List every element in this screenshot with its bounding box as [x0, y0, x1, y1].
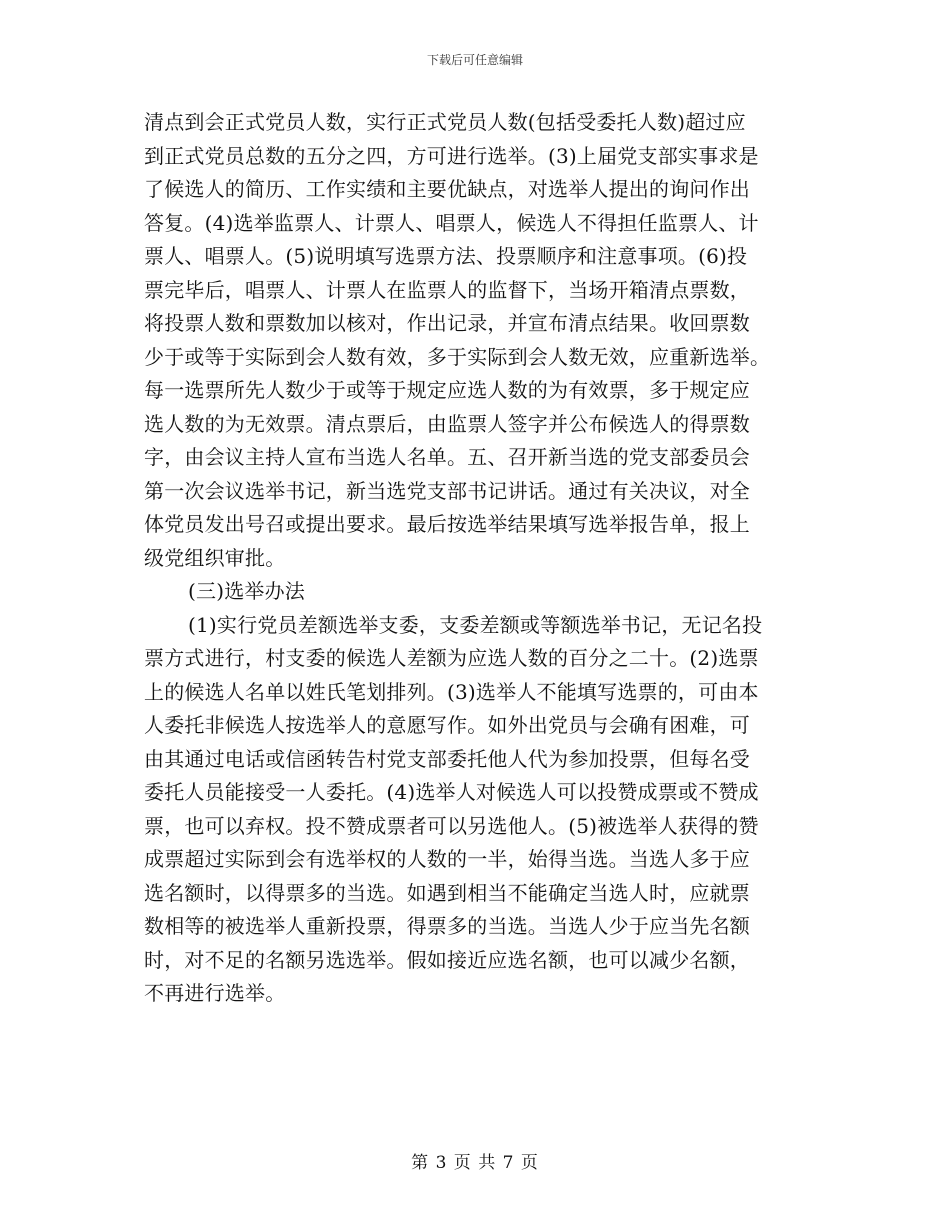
section-line: 上的候选人名单以姓氏笔划排列。(3)选举人不能填写选票的，可由本 [144, 679, 759, 704]
body-line: 少于或等于实际到会人数有效，多于实际到会人数无效，应重新选举。 [144, 344, 771, 369]
page-number: 第 3 页 共 7 页 [411, 1153, 539, 1173]
body-line: 到正式党员总数的五分之四，方可进行选举。(3)上届党支部实事求是 [144, 143, 759, 168]
section-line: 不再进行选举。 [144, 981, 286, 1005]
body-line: 清点到会正式党员人数，实行正式党员人数(包括受委托人数)超过应 [144, 110, 746, 134]
section-line: (1)实行党员差额选举支委，支委差额或等额选举书记，无记名投 [188, 612, 763, 637]
body-line: 将投票人数和票数加以核对，作出记录，并宣布清点结果。收回票数 [144, 311, 750, 335]
body-line: 第一次会议选举书记，新当选党支部书记讲话。通过有关决议，对全 [144, 478, 750, 503]
body-line: 级党组织审批。 [144, 545, 286, 570]
section-heading: (三)选举办法 [188, 579, 306, 603]
section-line: 选名额时，以得票多的当选。如遇到相当不能确定当选人时，应就票 [144, 880, 750, 905]
body-line: 答复。(4)选举监票人、计票人、唱票人，候选人不得担任监票人、计 [144, 210, 759, 235]
body-line: 了候选人的简历、工作实绩和主要优缺点，对选举人提出的询问作出 [144, 177, 750, 201]
section-line: 数相等的被选举人重新投票，得票多的当选。当选人少于应当先名额 [144, 914, 750, 938]
section-line: 委托人员能接受一人委托。(4)选举人对候选人可以投赞成票或不赞成 [144, 780, 759, 804]
body-line: 每一选票所先人数少于或等于规定应选人数的为有效票，多于规定应 [144, 378, 750, 402]
section-line: 由其通过电话或信函转告村党支部委托他人代为参加投票，但每名受 [144, 746, 750, 771]
section-line: 票，也可以弃权。投不赞成票者可以另选他人。(5)被选举人获得的赞 [144, 813, 759, 838]
body-line: 选人数的为无效票。清点票后，由监票人签字并公布候选人的得票数 [144, 411, 750, 436]
body-line: 票人、唱票人。(5)说明填写选票方法、投票顺序和注意事项。(6)投 [144, 244, 748, 268]
section-line: 人委托非候选人按选举人的意愿写作。如外出党员与会确有困难，可 [144, 713, 750, 737]
body-line: 字，由会议主持人宣布当选人名单。五、召开新当选的党支部委员会 [144, 445, 750, 469]
document-body [144, 106, 810, 1011]
section-line: 成票超过实际到会有选举权的人数的一半，始得当选。当选人多于应 [144, 847, 750, 871]
page-header-note: 下载后可任意编辑 [426, 53, 523, 67]
section-line: 时，对不足的名额另选选举。假如接近应选名额，也可以减少名额， [144, 947, 750, 972]
section-line: 票方式进行，村支委的候选人差额为应选人数的百分之二十。(2)选票 [144, 646, 759, 670]
body-line: 票完毕后，唱票人、计票人在监票人的监督下，当场开箱清点票数， [144, 277, 750, 302]
body-line: 体党员发出号召或提出要求。最后按选举结果填写选举报告单，报上 [144, 512, 750, 536]
